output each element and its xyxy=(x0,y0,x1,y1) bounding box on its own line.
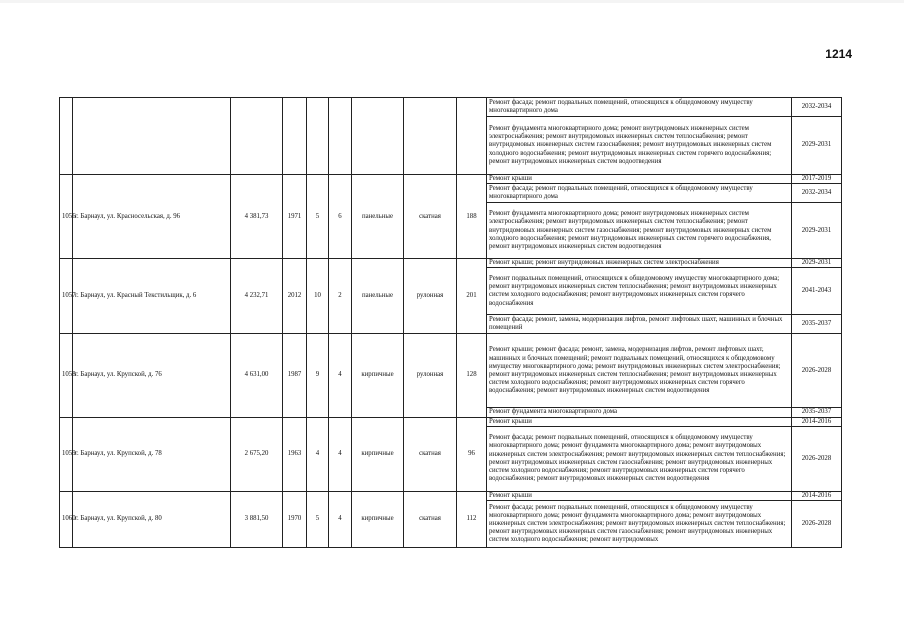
address-cell: г. Барнаул, ул. Красный Текстильщик, д. 6 xyxy=(73,259,231,334)
work-description: Ремонт фундамента многоквартирного дома xyxy=(487,408,792,417)
entrances-cell xyxy=(329,98,352,175)
walls-cell xyxy=(352,98,404,175)
roof-cell: скатная xyxy=(404,175,457,259)
floors-cell: 9 xyxy=(307,334,329,417)
table-row xyxy=(60,491,842,500)
table-row xyxy=(60,334,842,408)
row-number: 1060 xyxy=(60,491,73,547)
address-cell: г. Барнаул, ул. Крупской, д. 80 xyxy=(73,491,231,547)
work-period: 2029-2031 xyxy=(792,117,842,175)
work-period: 2026-2028 xyxy=(792,334,842,408)
table-row xyxy=(60,259,842,268)
work-description: Ремонт фасада; ремонт, замена, модернизация лифтов, ремонт лифтовых шахт, машинных и блочных помещений xyxy=(487,315,792,334)
year-cell: 1987 xyxy=(283,334,307,417)
area-cell xyxy=(231,98,283,175)
work-description: Ремонт крыши xyxy=(487,417,792,426)
work-description: Ремонт крыши xyxy=(487,175,792,184)
work-period: 2014-2016 xyxy=(792,417,842,426)
walls-cell: кирпичные xyxy=(352,491,404,547)
table-row xyxy=(60,98,842,117)
area-cell: 4 631,00 xyxy=(231,334,283,417)
area-cell: 2 675,20 xyxy=(231,417,283,491)
area-cell: 4 232,71 xyxy=(231,259,283,334)
row-number xyxy=(60,98,73,175)
residents-cell xyxy=(457,98,487,175)
roof-cell xyxy=(404,98,457,175)
walls-cell: кирпичные xyxy=(352,334,404,417)
row-number: 1059 xyxy=(60,417,73,491)
work-description: Ремонт крыши; ремонт фасада; ремонт, замена, модернизация лифтов, ремонт лифтовых шахт, машинных и блочных помещений; ремонт подвальных помещений, относящихся к общедомовому имуществу многоквартирного дома; ремонт внутридомовых инженерных систем электроснабжения; ремонт внутридомовых инженерных систем теплоснабжения; ремонт внутридомовых инженерных систем холодного водоснабжения; ремонт внутридомовых инженерных систем горячего водоснабжения; ремонт внутридомовых инженерных систем водоотведения xyxy=(487,334,792,408)
residents-cell: 96 xyxy=(457,417,487,491)
table-row xyxy=(60,175,842,184)
work-description: Ремонт фасада; ремонт подвальных помещений, относящихся к общедомовому имуществу многоквартирного дома xyxy=(487,184,792,203)
address-cell: г. Барнаул, ул. Крупской, д. 78 xyxy=(73,417,231,491)
row-number: 1058 xyxy=(60,334,73,417)
year-cell: 1971 xyxy=(283,175,307,259)
work-description: Ремонт фасада; ремонт подвальных помещений, относящихся к общедомовому имуществу многоквартирного дома; ремонт фундамента многоквартирного дома; ремонт внутридомовых инженерных систем электроснабжения; ремонт внутридомовых инженерных систем теплоснабжения; ремонт внутридомовых инженерных систем газоснабжения; ремонт внутридомовых инженерных систем холодного водоснабжения; ремонт внутридомовых xyxy=(487,501,792,548)
row-number: 1057 xyxy=(60,259,73,334)
work-period: 2014-2016 xyxy=(792,491,842,500)
entrances-cell: 4 xyxy=(329,491,352,547)
work-period: 2032-2034 xyxy=(792,184,842,203)
page-number: 1214 xyxy=(825,47,852,61)
work-period: 2032-2034 xyxy=(792,98,842,117)
work-period: 2035-2037 xyxy=(792,315,842,334)
work-period: 2035-2037 xyxy=(792,408,842,417)
walls-cell: панельные xyxy=(352,175,404,259)
row-number: 1056 xyxy=(60,175,73,259)
residents-cell: 128 xyxy=(457,334,487,417)
roof-cell: рулонная xyxy=(404,259,457,334)
floors-cell: 4 xyxy=(307,417,329,491)
walls-cell: кирпичные xyxy=(352,417,404,491)
address-cell: г. Барнаул, ул. Крупской, д. 76 xyxy=(73,334,231,417)
work-description: Ремонт крыши xyxy=(487,491,792,500)
work-description: Ремонт фасада; ремонт подвальных помещений, относящихся к общедомовому имуществу многоквартирного дома; ремонт фундамента многоквартирного дома; ремонт внутридомовых инженерных систем электроснабжения; ремонт внутридомовых инженерных систем теплоснабжения; ремонт внутридомовых инженерных систем газоснабжения; ремонт внутридомовых инженерных систем холодного водоснабжения; ремонт внутридомовых инженерных систем горячего водоснабжения; ремонт внутридомовых инженерных систем водоотведения xyxy=(487,426,792,491)
year-cell: 1970 xyxy=(283,491,307,547)
year-cell: 2012 xyxy=(283,259,307,334)
table-row xyxy=(60,417,842,426)
year-cell xyxy=(283,98,307,175)
floors-cell: 5 xyxy=(307,491,329,547)
work-period: 2026-2028 xyxy=(792,501,842,548)
entrances-cell: 4 xyxy=(329,417,352,491)
work-period: 2029-2031 xyxy=(792,203,842,259)
roof-cell: скатная xyxy=(404,417,457,491)
roof-cell: рулонная xyxy=(404,334,457,417)
floors-cell: 10 xyxy=(307,259,329,334)
walls-cell: панельные xyxy=(352,259,404,334)
residents-cell: 188 xyxy=(457,175,487,259)
address-cell xyxy=(73,98,231,175)
year-cell: 1963 xyxy=(283,417,307,491)
scan-edge xyxy=(0,0,904,3)
work-period: 2029-2031 xyxy=(792,259,842,268)
area-cell: 3 881,50 xyxy=(231,491,283,547)
work-period: 2041-2043 xyxy=(792,268,842,315)
residents-cell: 201 xyxy=(457,259,487,334)
entrances-cell: 2 xyxy=(329,259,352,334)
work-description: Ремонт фасада; ремонт подвальных помещений, относящихся к общедомовому имуществу многоквартирного дома xyxy=(487,98,792,117)
work-description: Ремонт крыши; ремонт внутридомовых инженерных систем электроснабжения xyxy=(487,259,792,268)
repair-schedule-table xyxy=(59,97,842,548)
entrances-cell: 6 xyxy=(329,175,352,259)
residents-cell: 112 xyxy=(457,491,487,547)
entrances-cell: 4 xyxy=(329,334,352,417)
work-description: Ремонт фундамента многоквартирного дома; ремонт внутридомовых инженерных систем электроснабжения; ремонт внутридомовых инженерных систем теплоснабжения; ремонт внутридомовых инженерных систем газоснабжения; ремонт внутридомовых инженерных систем холодного водоснабжения; ремонт внутридомовых инженерных систем горячего водоснабжения, ремонт внутридомовых инженерных систем водоотведения xyxy=(487,203,792,259)
work-description: Ремонт фундамента многоквартирного дома; ремонт внутридомовых инженерных систем электроснабжения; ремонт внутридомовых инженерных систем теплоснабжения; ремонт внутридомовых инженерных систем газоснабжения; ремонт внутридомовых инженерных систем холодного водоснабжения; ремонт внутридомовых инженерных систем горячего водоснабжения; ремонт внутридомовых инженерных систем водоотведения xyxy=(487,117,792,175)
address-cell: г. Барнаул, ул. Красносельская, д. 96 xyxy=(73,175,231,259)
work-description: Ремонт подвальных помещений, относящихся к общедомовому имуществу многоквартирного дома; ремонт внутридомовых инженерных систем теплоснабжения; ремонт внутридомовых инженерных систем холодного водоснабжения; ремонт внутридомовых инженерных систем горячего водоснабжения xyxy=(487,268,792,315)
floors-cell xyxy=(307,98,329,175)
floors-cell: 5 xyxy=(307,175,329,259)
roof-cell: скатная xyxy=(404,491,457,547)
area-cell: 4 381,73 xyxy=(231,175,283,259)
work-period: 2017-2019 xyxy=(792,175,842,184)
work-period: 2026-2028 xyxy=(792,426,842,491)
